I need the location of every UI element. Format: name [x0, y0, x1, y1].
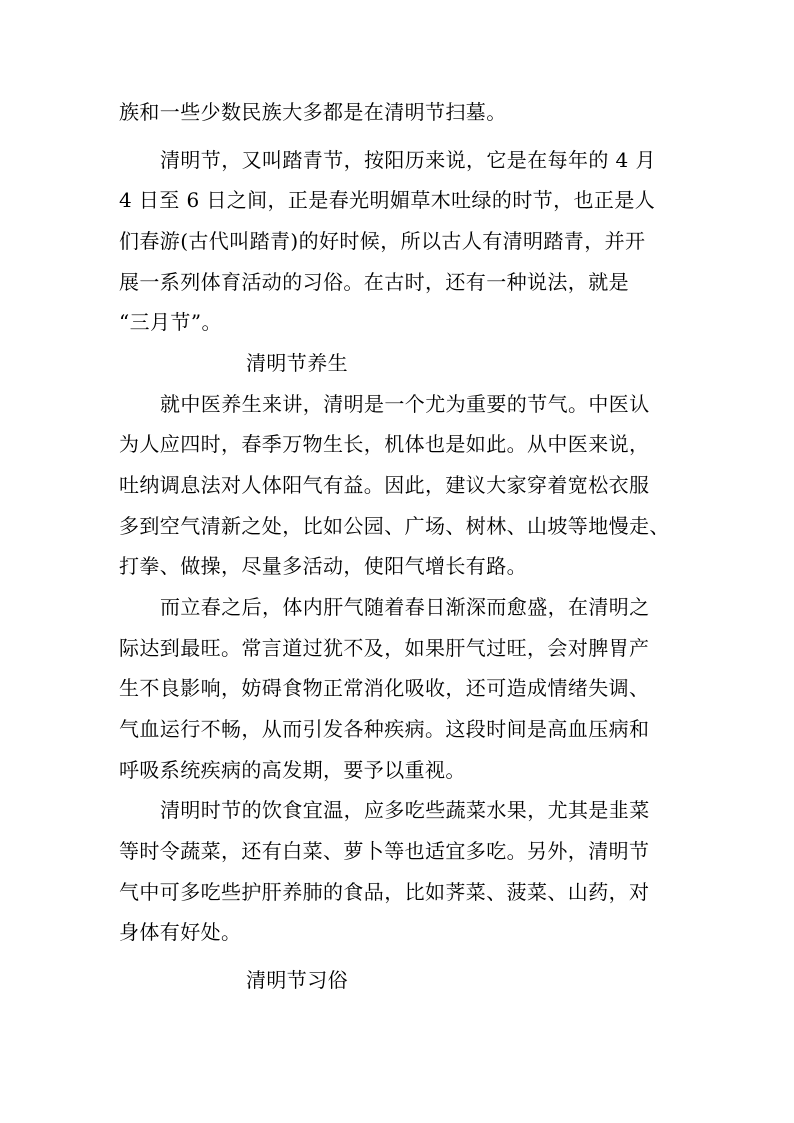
paragraph-start-line: 而立春之后，体内肝气随着春日渐深而愈盛，在清明之	[160, 595, 650, 619]
text-line: 族和一些少数民族大多都是在清明节扫墓。	[119, 100, 507, 124]
text-line: 展一系列体育活动的习俗。在古时，还有一种说法，就是	[119, 270, 629, 294]
text-line: 打拳、做操，尽量多活动，使阳气增长有路。	[119, 554, 527, 578]
text-line: 呼吸系统疾病的高发期，要予以重视。	[119, 758, 466, 782]
text-line: 身体有好处。	[119, 920, 242, 944]
paragraph-start-line: 清明时节的饮食宜温，应多吃些蔬菜水果，尤其是韭菜	[160, 798, 650, 822]
text-line: 为人应四时，春季万物生长，机体也是如此。从中医来说，	[119, 432, 650, 456]
paragraph-start-line: 就中医养生来讲，清明是一个尤为重要的节气。中医认	[160, 392, 650, 416]
text-line: 4 日至 6 日之间，正是春光明媚草木吐绿的时节，也正是人	[119, 188, 656, 212]
text-line: 气中可多吃些护肝养肺的食品，比如荠菜、菠菜、山药，对	[119, 880, 650, 904]
text-line: “三月节”。	[119, 310, 222, 334]
text-line: 际达到最旺。常言道过犹不及，如果肝气过旺，会对脾胃产	[119, 636, 650, 660]
text-line: 生不良影响，妨碍食物正常消化吸收，还可造成情绪失调、	[119, 676, 650, 700]
paragraph-start-line: 清明节，又叫踏青节，按阳历来说，它是在每年的 4 月	[160, 148, 656, 172]
text-line: 吐纳调息法对人体阳气有益。因此，建议大家穿着宽松衣服	[119, 473, 650, 497]
section-heading: 清明节养生	[246, 351, 348, 375]
text-line: 多到空气清新之处，比如公园、广场、树林、山坡等地慢走、	[119, 514, 670, 538]
text-line: 们春游(古代叫踏青)的好时候，所以古人有清明踏青，并开	[119, 229, 646, 253]
text-line: 等时令蔬菜，还有白菜、萝卜等也适宜多吃。另外，清明节	[119, 839, 650, 863]
section-heading: 清明节习俗	[246, 968, 348, 992]
text-line: 气血运行不畅，从而引发各种疾病。这段时间是高血压病和	[119, 717, 650, 741]
